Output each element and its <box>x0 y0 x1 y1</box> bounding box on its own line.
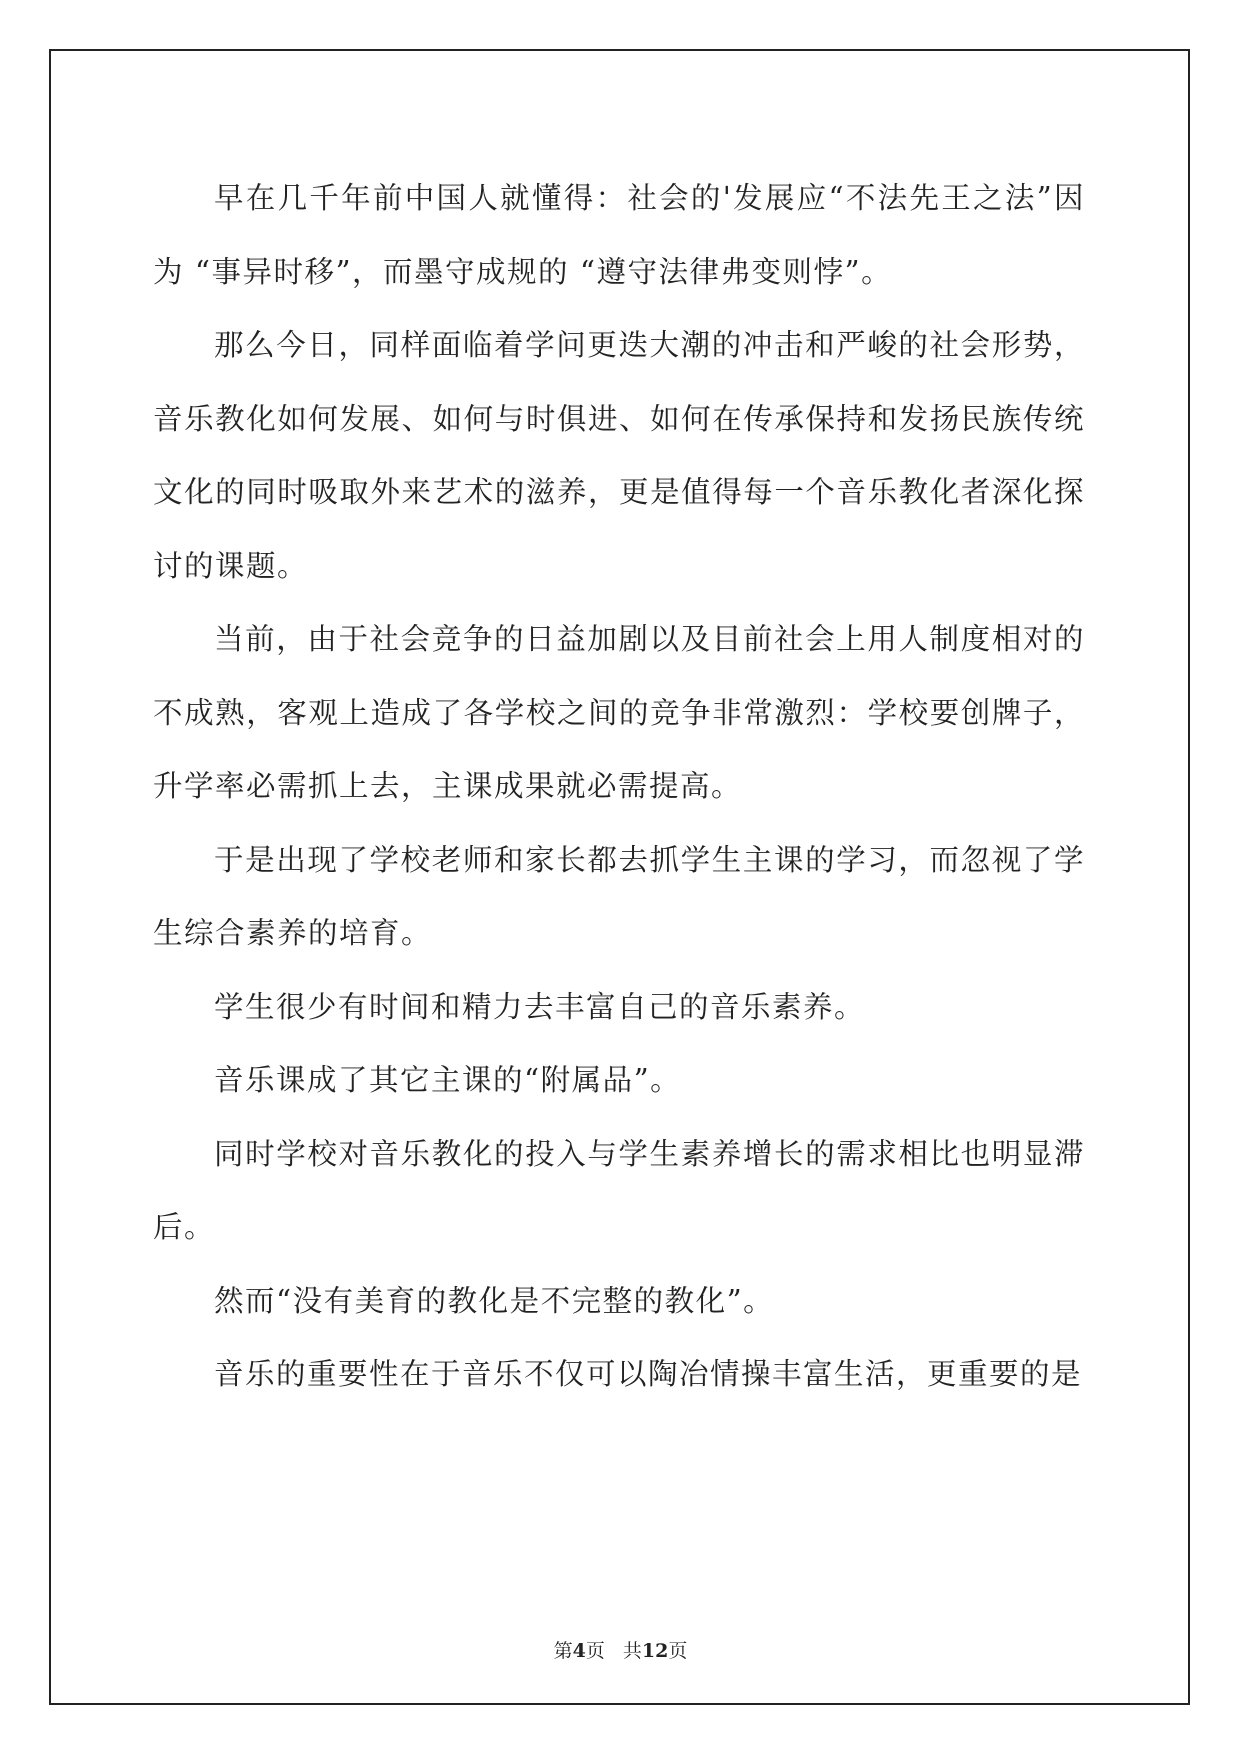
total-pages: 12 <box>641 1640 669 1662</box>
paragraph: 当前，由于社会竞争的日益加剧以及目前社会上用人制度相对的不成熟，客观上造成了各学校之间的竞争非常激烈：学校要创牌子，升学率必需抓上去，主课成果就必需提高。 <box>153 622 1085 803</box>
paragraph: 学生很少有时间和精力去丰富自己的音乐素养。 <box>214 989 866 1024</box>
paragraph: 那么今日，同样面临着学问更迭大潮的冲击和严峻的社会形势，音乐教化如何发展、如何与时俱进、如何在传承保持和发扬民族传统文化的同时吸取外来艺术的滋养，更是值得每一个音乐教化者深化探讨的课题。 <box>153 328 1085 583</box>
page-number: 4 <box>572 1640 586 1662</box>
page-footer <box>0 1636 1241 1663</box>
paragraph: 同时学校对音乐教化的投入与学生素养增长的需求相比也明显滞后。 <box>153 1136 1085 1244</box>
paragraph: 于是出现了学校老师和家长都去抓学生主课的学习，而忽视了学生综合素养的培育。 <box>153 842 1085 950</box>
page-prefix: 第 <box>553 1640 573 1662</box>
page-suffix: 页 <box>585 1640 605 1662</box>
paragraph: 早在几千年前中国人就懂得：社会的'发展应“不法先王之法”因为 “事异时移”，而墨守成规的 “遵守法律弗变则悖”。 <box>153 181 1085 289</box>
document-body <box>153 162 1085 1412</box>
paragraph: 音乐课成了其它主课的“附属品”。 <box>214 1063 682 1097</box>
paragraph: 然而“没有美育的教化是不完整的教化”。 <box>214 1283 775 1318</box>
paragraph: 音乐的重要性在于音乐不仅可以陶冶情操丰富生活，更重要的是 <box>214 1357 1083 1391</box>
total-prefix: 共 <box>622 1640 642 1662</box>
total-suffix: 页 <box>668 1640 688 1662</box>
